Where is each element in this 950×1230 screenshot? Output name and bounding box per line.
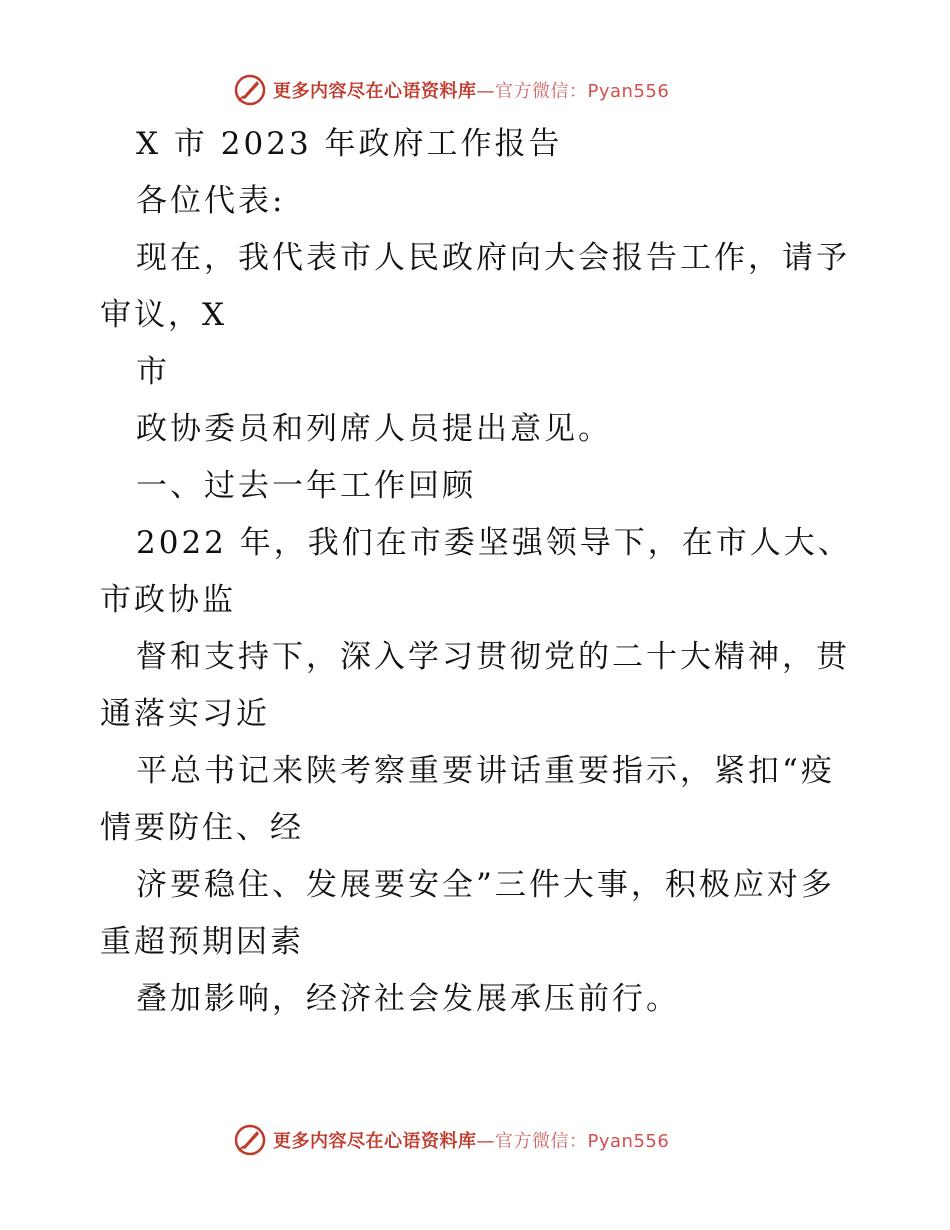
footer-banner (233, 1120, 669, 1160)
banner-dash: — (476, 81, 495, 102)
document-title: X 市 2023 年政府工作报告 (136, 126, 563, 162)
paragraph-line: 市 (136, 354, 170, 390)
paragraph-line: 济要稳住、发展要安全”三件大事，积极应对多 (136, 867, 835, 903)
paragraph-line: 现在，我代表市人民政府向大会报告工作，请予 (136, 240, 850, 276)
banner-wechat-id: Pyan556 (587, 1131, 670, 1152)
quill-logo-icon (233, 73, 267, 107)
banner-wechat-label: 官方微信： (495, 81, 588, 102)
paragraph-line: 情要防住、经 (100, 810, 304, 846)
banner-text (273, 1127, 669, 1153)
paragraph-line: 平总书记来陕考察重要讲话重要指示，紧扣“疫 (136, 753, 835, 789)
salutation: 各位代表: (136, 183, 286, 219)
banner-text (273, 77, 669, 103)
paragraph-line: 市政协监 (100, 582, 236, 618)
paragraph-line: 审议，X (100, 297, 228, 333)
paragraph-line: 重超预期因素 (100, 924, 304, 960)
header-banner (233, 70, 669, 110)
paragraph-line: 督和支持下，深入学习贯彻党的二十大精神，贯 (136, 639, 850, 675)
section-heading: 一、过去一年工作回顾 (136, 468, 476, 504)
banner-library-text: 更多内容尽在心语资料库 (273, 81, 477, 102)
banner-wechat-label: 官方微信： (495, 1131, 588, 1152)
quill-logo-icon (233, 1123, 267, 1157)
paragraph-line: 2022 年，我们在市委坚强领导下，在市人大、 (136, 525, 852, 561)
paragraph-line: 通落实习近 (100, 696, 270, 732)
banner-wechat-id: Pyan556 (587, 81, 670, 102)
paragraph-line: 叠加影响，经济社会发展承压前行。 (136, 981, 680, 1017)
banner-dash: — (476, 1131, 495, 1152)
paragraph-line: 政协委员和列席人员提出意见。 (136, 411, 612, 447)
document-body (100, 116, 860, 1028)
banner-library-text: 更多内容尽在心语资料库 (273, 1131, 477, 1152)
